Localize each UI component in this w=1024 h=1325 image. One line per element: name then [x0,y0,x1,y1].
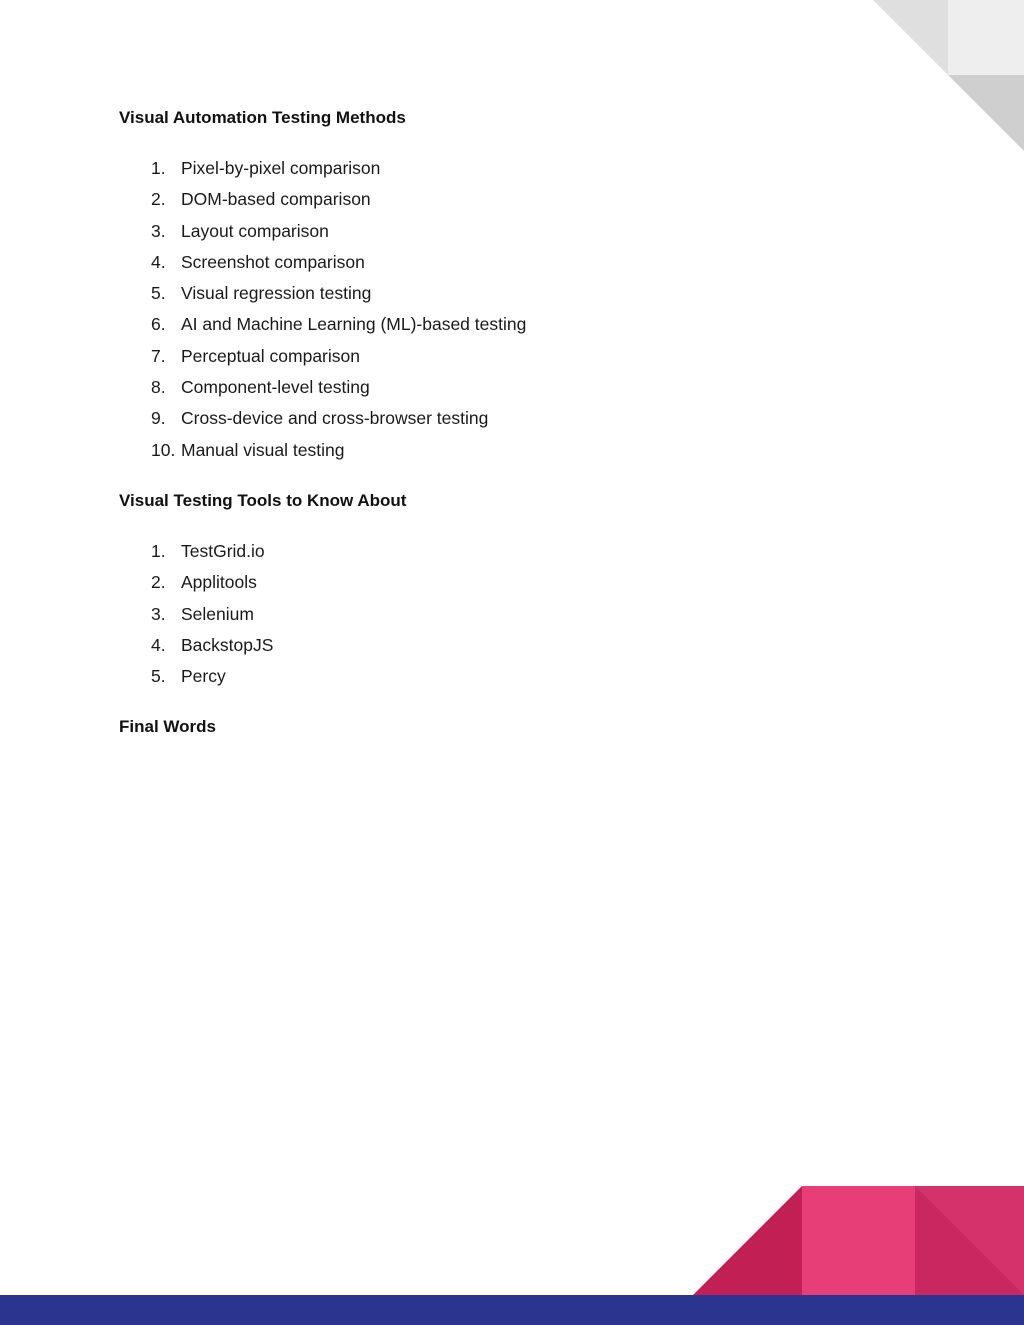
list-item [119,661,839,692]
list-number: 2. [151,572,166,593]
list-number: 4. [151,634,166,655]
list-number: 6. [151,314,166,335]
methods-list [119,153,839,466]
list-item [119,341,839,372]
list-text: Visual regression testing [181,283,372,304]
section-heading-methods: Visual Automation Testing Methods [119,108,406,127]
list-item [119,247,839,278]
list-text: Cross-device and cross-browser testing [181,408,489,429]
list-text: Layout comparison [181,220,329,241]
list-item [119,536,839,567]
list-item [119,153,839,184]
list-item [119,309,839,340]
corner-square [948,0,1024,75]
list-item [119,567,839,598]
list-item [119,435,839,466]
list-item [119,372,839,403]
list-item [119,278,839,309]
list-number: 7. [151,345,166,366]
corner-decoration-bottom-right [693,1186,1024,1295]
list-number: 2. [151,189,166,210]
list-number: 9. [151,408,166,429]
list-number: 5. [151,666,166,687]
section-heading-final-words: Final Words [119,717,216,737]
list-number: 1. [151,540,166,561]
corner-triangle-light [873,0,948,75]
list-number: 1. [151,158,166,178]
corner-decoration-top-right [873,0,1024,151]
list-text: Manual visual testing [181,439,345,460]
list-text: Component-level testing [181,377,370,398]
list-item [119,403,839,434]
footer-square-pink [802,1186,915,1295]
footer-band [0,1295,1024,1325]
document-content [119,105,839,740]
list-text: Perceptual comparison [181,345,360,366]
list-item [119,184,839,215]
list-text: Screenshot comparison [181,251,365,272]
list-number: 10. [151,439,176,460]
list-text: Pixel-by-pixel comparison [181,158,381,178]
list-text: DOM-based comparison [181,189,371,210]
list-item [119,216,839,247]
list-number: 5. [151,283,166,304]
list-text: AI and Machine Learning (ML)-based testing [181,314,527,335]
list-item [119,630,839,661]
footer-triangle-crimson [693,1186,802,1295]
list-number: 8. [151,377,166,398]
corner-triangle-dark [948,75,1024,151]
list-text: Percy [181,666,226,687]
list-text: TestGrid.io [181,540,265,561]
section-heading-tools: Visual Testing Tools to Know About [119,490,407,510]
list-text: Applitools [181,572,257,593]
list-text: Selenium [181,603,254,624]
list-number: 4. [151,251,166,272]
list-item [119,599,839,630]
tools-list [119,536,839,692]
list-number: 3. [151,603,166,624]
list-number: 3. [151,220,166,241]
list-text: BackstopJS [181,634,274,655]
